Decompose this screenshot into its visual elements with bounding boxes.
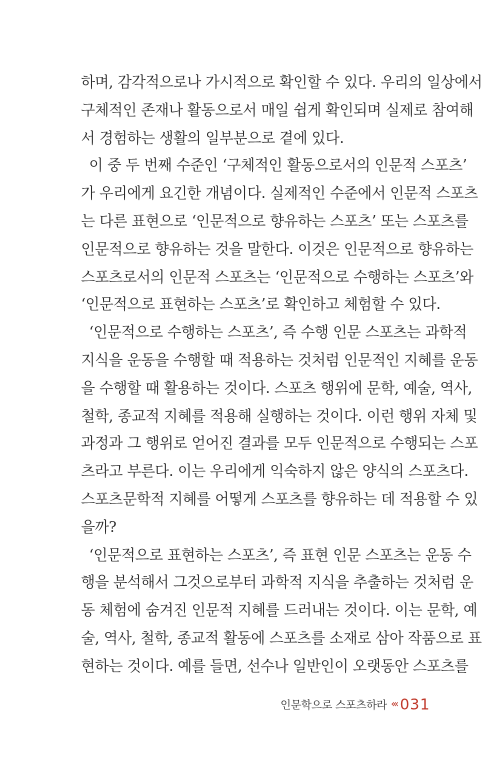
text-line: ‘인문적으로 수행하는 스포츠’, 즉 수행 인문 스포츠는 과학적: [89, 324, 467, 342]
body-text: [81, 69, 483, 681]
running-title: 인문학으로 스포츠하라: [280, 698, 387, 712]
text-line: 을까?: [81, 518, 117, 536]
text-line: 하며, 감각적으로나 가시적으로 확인할 수 있다. 우리의 일상에서: [81, 74, 483, 91]
page-number: 031: [399, 695, 430, 714]
text-line: 지식을 운동을 수행할 때 적용하는 것처럼 인문적인 지혜를 운동: [81, 351, 478, 369]
text-line: ‘인문적으로 표현하는 스포츠’로 확인하고 체험할 수 있다.: [81, 296, 441, 314]
text-line: 서 경험하는 생활의 일부분으로 곁에 있다.: [81, 129, 344, 147]
text-line: 이 중 두 번째 수준인 ‘구체적인 활동으로서의 인문적 스포츠’: [89, 157, 467, 175]
text-line: 술, 역사, 철학, 종교적 활동에 스포츠를 소재로 삼아 작품으로 표: [81, 629, 482, 647]
chevrons-left-icon: ‹‹‹: [390, 699, 397, 710]
text-line: 인문적으로 향유하는 것을 말한다. 이것은 인문적으로 향유하는: [81, 240, 474, 258]
page-footer: [0, 694, 430, 714]
text-line: 을 수행할 때 활용하는 것이다. 스포츠 행위에 문학, 예술, 역사,: [81, 379, 473, 397]
text-line: 행을 분석해서 그것으로부터 과학적 지식을 추출하는 것처럼 운: [81, 574, 474, 592]
text-line: 츠라고 부른다. 이는 우리에게 익숙하지 않은 양식의 스포츠다.: [81, 463, 469, 481]
text-line: 철학, 종교적 지혜를 적용해 실행하는 것이다. 이런 행위 자체 및: [81, 407, 478, 425]
text-line: 는 다른 표현으로 ‘인문적으로 향유하는 스포츠’ 또는 스포츠를: [81, 212, 469, 230]
text-line: 현하는 것이다. 예를 들면, 선수나 일반인이 오랫동안 스포츠를: [81, 657, 469, 675]
text-line: 동 체험에 숨겨진 인문적 지혜를 드러내는 것이다. 이는 문학, 예: [81, 602, 478, 620]
text-line: 구체적인 존재나 활동으로서 매일 쉽게 확인되며 실제로 참여해: [81, 101, 474, 119]
text-line: 가 우리에게 요긴한 개념이다. 실제적인 수준에서 인문적 스포츠: [81, 185, 478, 203]
text-line: 스포츠문학적 지혜를 어떻게 스포츠를 향유하는 데 적용할 수 있: [81, 490, 478, 508]
text-line: 과정과 그 행위로 얻어진 결과를 모두 인문적으로 수행되는 스포: [81, 435, 478, 453]
text-line: ‘인문적으로 표현하는 스포츠’, 즉 표현 인문 스포츠는 운동 수: [89, 546, 472, 564]
text-line: 스포츠로서의 인문적 스포츠는 ‘인문적으로 수행하는 스포츠’와: [81, 268, 474, 286]
